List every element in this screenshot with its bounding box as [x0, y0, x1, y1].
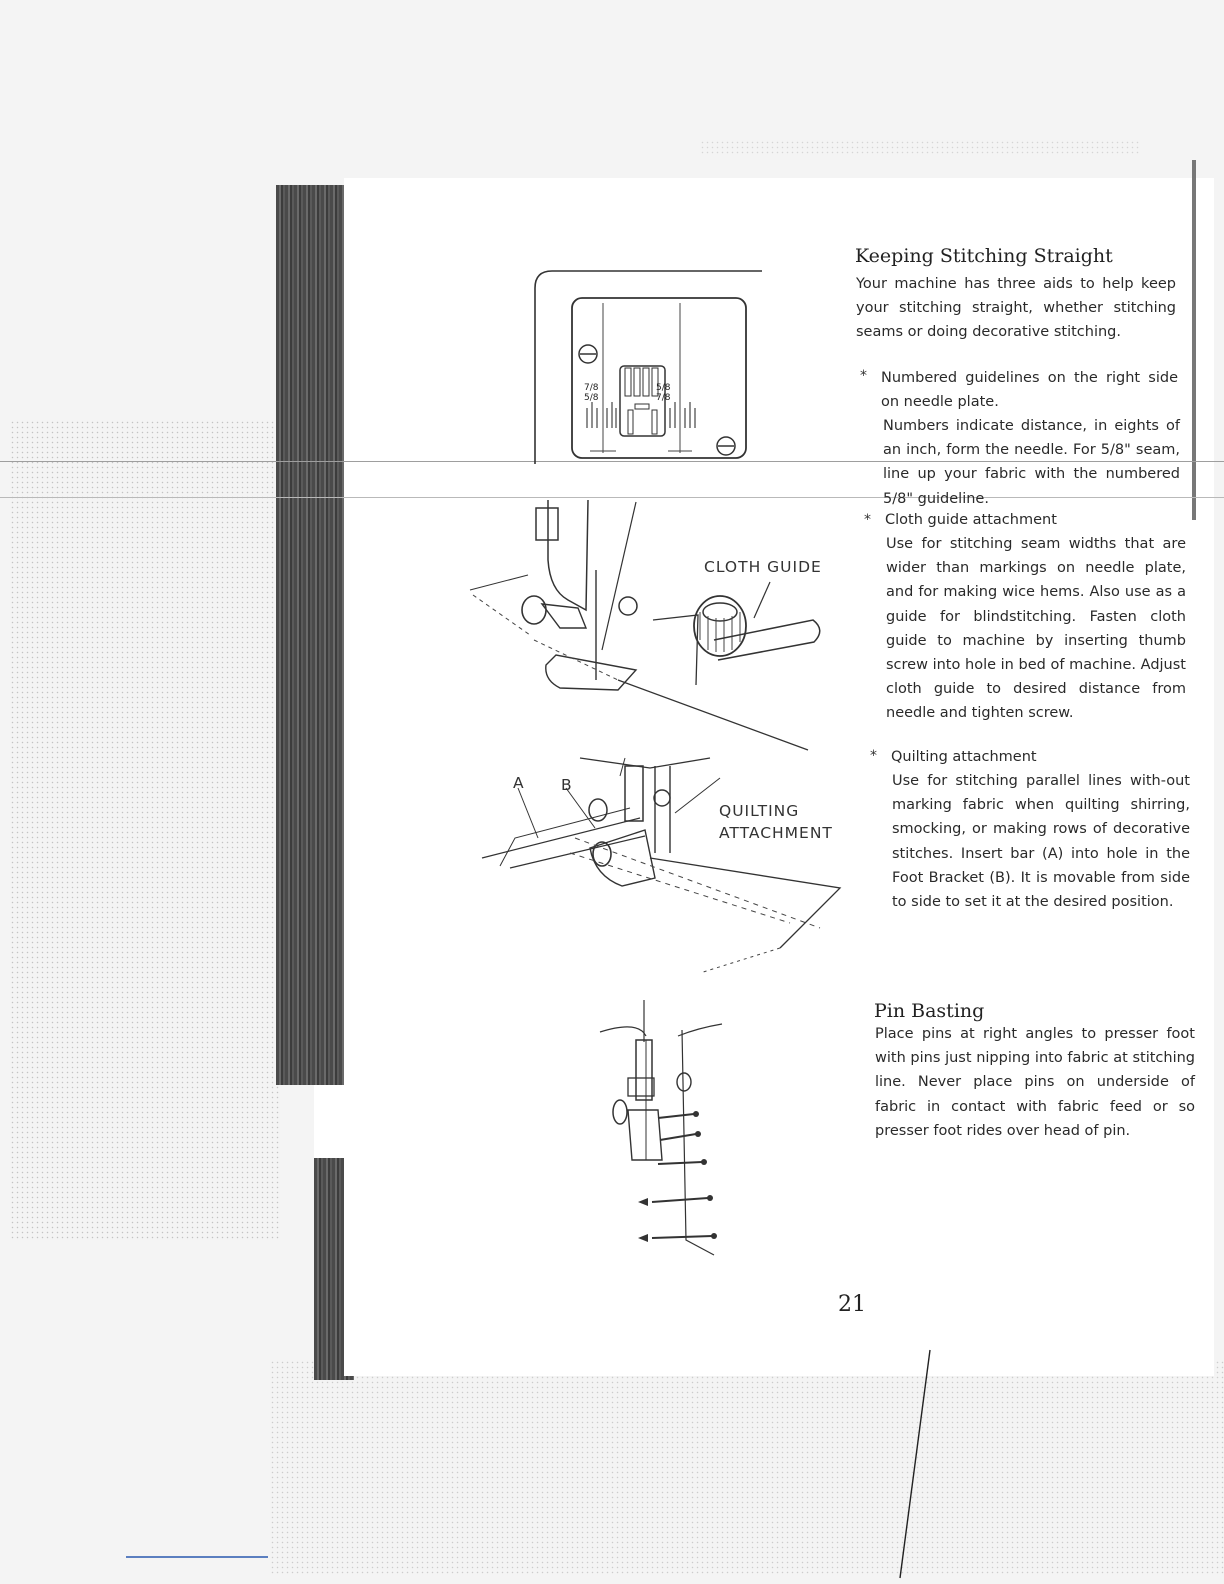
- pin-basting-text: Place pins at right angles to presser foot with pins just nipping into fabric at stitching line. Never place pins on underside of fabric in contact with fabric feed or so presser foot rides over head of pin.: [875, 1026, 1195, 1139]
- quilting-label-line1: QUILTING: [719, 802, 800, 820]
- item-quilting-heading: Quilting attachment: [891, 749, 1037, 765]
- pin-basting-illustration: [598, 1000, 728, 1260]
- page-edge-shadow: [1192, 160, 1196, 520]
- scan-speckle-left: [10, 420, 280, 1240]
- pin-basting-title: Pin Basting: [874, 1000, 985, 1022]
- plate-mark-7-8-left: 7/8: [584, 383, 599, 393]
- bullet-star: *: [864, 512, 871, 528]
- quilting-label-line2: ATTACHMENT: [719, 824, 833, 842]
- scan-blue-underline: [126, 1556, 268, 1558]
- binding-shadow-strip: [276, 185, 344, 1085]
- plate-right-markings: [656, 383, 686, 403]
- cloth-guide-illustration: [468, 500, 828, 760]
- plate-left-markings: [584, 383, 614, 403]
- item-guidelines-heading: Numbered guidelines on the right side on needle plate.: [881, 370, 1178, 411]
- item-cloth-guide-text: Use for stitching seam widths that are wider than markings on needle plate, and for making wice hems. Also use as a guide for blindstitching. Fasten cloth guide to machine by inserting thumb screw into hole in bed of machine. Adjust cloth guide to desired distance from needle and tighten screw.: [886, 536, 1186, 722]
- item-cloth-guide-heading: Cloth guide attachment: [885, 512, 1057, 528]
- item-quilting-text: Use for stitching parallel lines with-out marking fabric when quilting shirring, smocking, or making rows of decorative stitches. Insert bar (A) into hole in the Foot Bracket (B). It is movable from side to side to set it at the desired position.: [892, 773, 1190, 911]
- plate-mark-5-8-right: 5/8: [656, 383, 671, 393]
- keeping-straight-title: Keeping Stitching Straight: [855, 245, 1113, 267]
- scan-crease-line: [880, 1350, 940, 1580]
- bullet-star: *: [870, 748, 877, 764]
- bullet-star: *: [860, 368, 867, 384]
- page-number: 21: [838, 1292, 866, 1317]
- plate-mark-7-8-right: 7/8: [656, 393, 671, 403]
- quilting-attachment-illustration: [480, 758, 850, 978]
- cloth-guide-label: CLOTH GUIDE: [704, 558, 822, 576]
- plate-mark-5-8-left: 5/8: [584, 393, 599, 403]
- scan-speckle-top: [700, 140, 1140, 156]
- label-foot-bracket-b: B: [561, 776, 573, 794]
- label-bar-a: A: [513, 774, 525, 792]
- scan-speckle-bottom: [270, 1360, 1224, 1575]
- keeping-straight-intro: Your machine has three aids to help keep your stitching straight, whether stitching seams or doing decorative stitching.: [856, 276, 1176, 341]
- needle-plate-illustration: [530, 268, 770, 468]
- manual-page-margin: [314, 1085, 354, 1158]
- item-guidelines-text: Numbers indicate distance, in eights of an inch, form the needle. For 5/8" seam, line up your fabric with the numbered 5/8" guideline.: [883, 418, 1180, 507]
